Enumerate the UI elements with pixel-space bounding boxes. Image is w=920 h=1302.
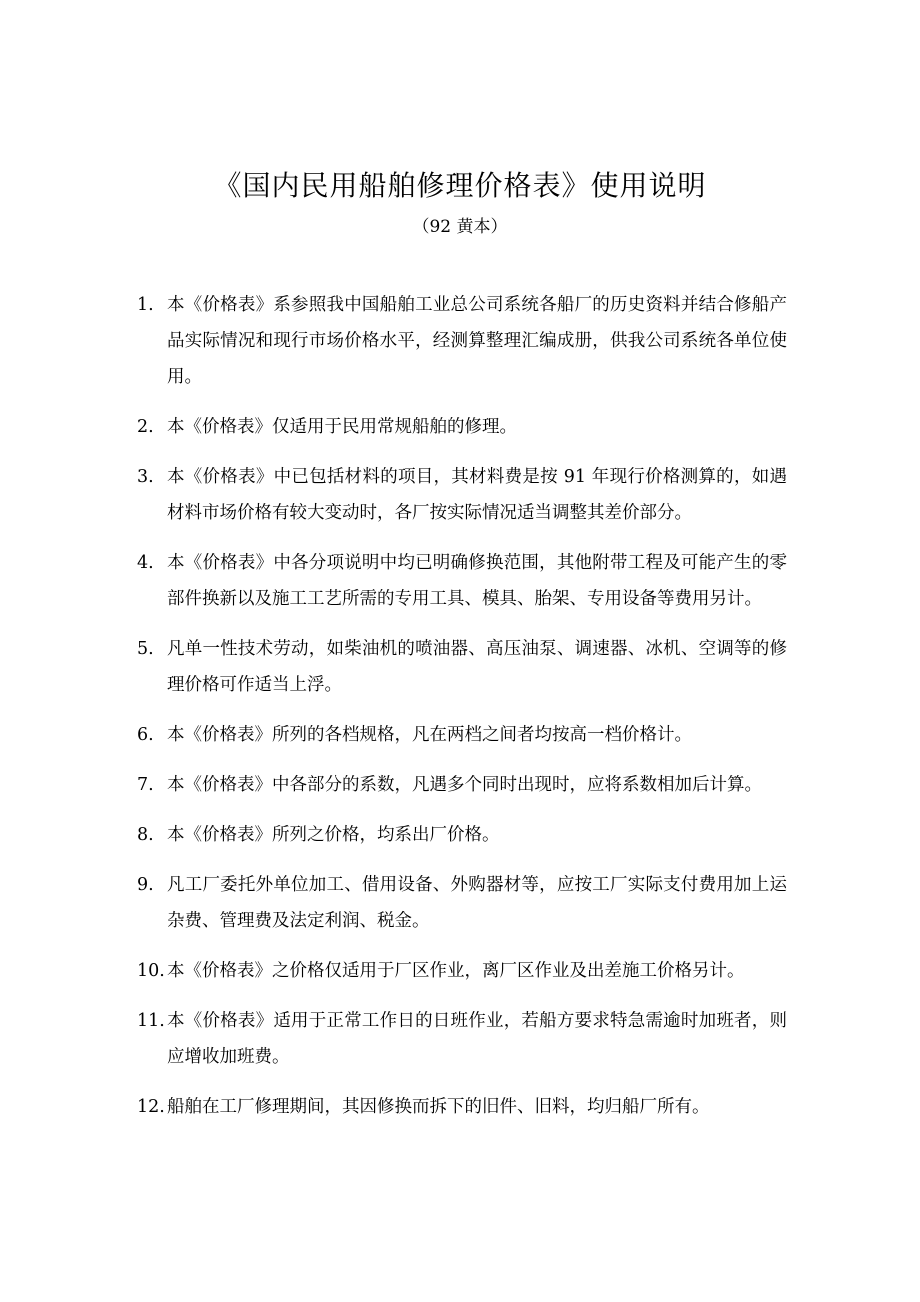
item-number: 12. (137, 1097, 165, 1117)
item-text: 本《价格表》所列的各档规格，凡在两档之间者均按高一档价格计。 (167, 725, 692, 745)
item-number: 9. (137, 875, 154, 895)
item-text: 本《价格表》中各部分的系数，凡遇多个同时出现时，应将系数相加后计算。 (167, 775, 762, 795)
list-item (137, 817, 787, 853)
item-text: 本《价格表》中已包括材料的项目，其材料费是按 91 年现行价格测算的，如遇材料市场价格有较大变动时，各厂按实际情况适当调整其差价部分。 (167, 467, 787, 523)
list-item (137, 409, 787, 445)
list-item (137, 717, 787, 753)
item-text: 本《价格表》适用于正常工作日的日班作业，若船方要求特急需逾时加班者，则应增收加班费。 (167, 1011, 787, 1067)
item-text: 凡单一性技术劳动，如柴油机的喷油器、高压油泵、调速器、冰机、空调等的修理价格可作适当上浮。 (167, 639, 787, 695)
item-number: 5. (137, 639, 154, 659)
item-number: 6. (137, 725, 154, 745)
item-text: 本《价格表》仅适用于民用常规船舶的修理。 (167, 417, 517, 437)
item-number: 11. (137, 1011, 165, 1031)
list-item (137, 867, 787, 939)
list-item (137, 287, 787, 395)
item-text: 凡工厂委托外单位加工、借用设备、外购器材等，应按工厂实际支付费用加上运杂费、管理费及法定利润、税金。 (167, 875, 787, 931)
list-item (137, 1003, 787, 1075)
list-item (137, 459, 787, 531)
item-text: 本《价格表》所列之价格，均系出厂价格。 (167, 825, 500, 845)
item-number: 1. (137, 295, 154, 315)
item-number: 3. (137, 467, 154, 487)
document-subtitle: （92 黄本） (412, 217, 508, 237)
item-number: 8. (137, 825, 154, 845)
item-text: 本《价格表》中各分项说明中均已明确修换范围，其他附带工程及可能产生的零部件换新以及施工工艺所需的专用工具、模具、胎架、专用设备等费用另计。 (167, 553, 787, 609)
instruction-list (137, 287, 787, 1139)
list-item (137, 631, 787, 703)
item-number: 7. (137, 775, 154, 795)
item-text: 船舶在工厂修理期间，其因修换而拆下的旧件、旧料，均归船厂所有。 (167, 1097, 710, 1117)
list-item (137, 545, 787, 617)
item-number: 4. (137, 553, 154, 573)
list-item (137, 1089, 787, 1125)
item-text: 本《价格表》系参照我中国船舶工业总公司系统各船厂的历史资料并结合修船产品实际情况和现行市场价格水平，经测算整理汇编成册，供我公司系统各单位使用。 (167, 295, 787, 387)
item-number: 10. (137, 961, 165, 981)
item-number: 2. (137, 417, 154, 437)
list-item (137, 767, 787, 803)
document-title: 《国内民用船舶修理价格表》使用说明 (213, 169, 707, 202)
item-text: 本《价格表》之价格仅适用于厂区作业，离厂区作业及出差施工价格另计。 (167, 961, 745, 981)
list-item (137, 953, 787, 989)
